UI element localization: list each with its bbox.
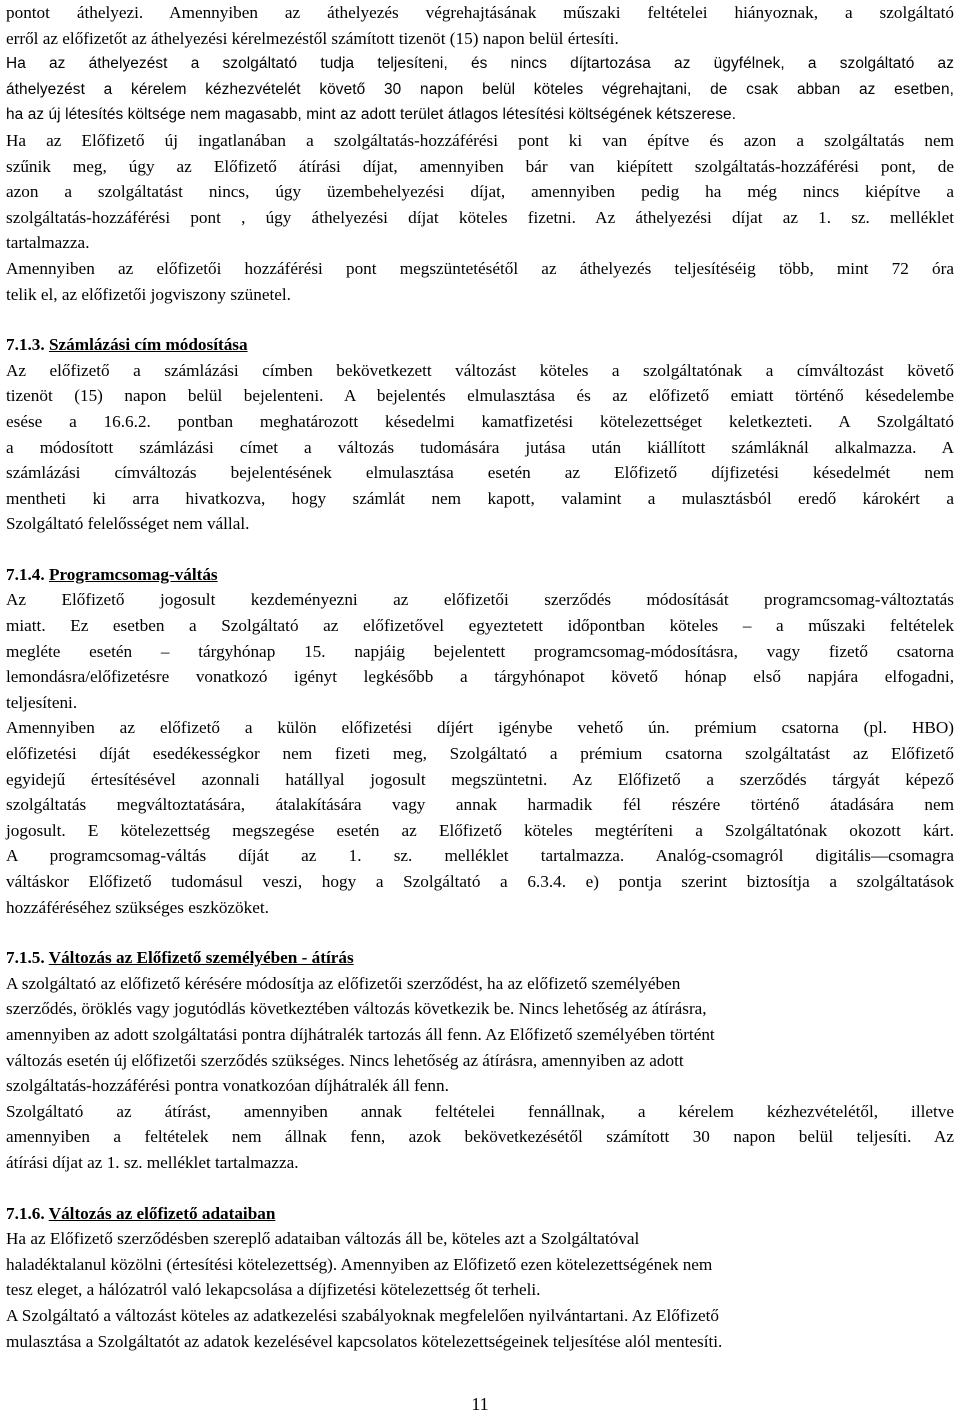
section-heading-7-1-6	[6, 1201, 954, 1227]
text-line: szerződés, öröklés vagy jogutódlás következtében változás következik be. Nincs lehetőség az átírásra,	[6, 999, 707, 1019]
text-line: esése a 16.6.2. pontban meghatározott késedelmi kamatfizetési kötelezettséget keletkezteti. A Szolgáltató	[6, 411, 954, 431]
text-line: tizenöt (15) napon belül bejelenteni. A bejelentés elmulasztása és az előfizető emiatt történő késedelembe	[6, 386, 954, 406]
text-line: amennyiben a feltételek nem állnak fenn, azok bekövetkezésétől számított 30 napon belül teljesíti. Az	[6, 1127, 954, 1147]
text-line: átírási díjat az 1. sz. melléklet tartalmazza.	[6, 1152, 299, 1172]
text-line: teljesíteni.	[6, 692, 78, 712]
text-line: Az előfizető a számlázási címben bekövetkezett változást köteles a szolgáltatónak a címváltozást követő	[6, 360, 954, 380]
text-line: tartalmazza.	[6, 233, 90, 253]
page-number: 11	[471, 1394, 489, 1414]
section-title: Változás az előfizető adataiban	[48, 1203, 276, 1223]
text-line: hozzáféréséhez szükséges eszközöket.	[6, 897, 269, 917]
text-line: áthelyezést a kérelem kézhezvételét követő 30 napon belül köteles végrehajtani, de csak abban az esetben,	[6, 80, 954, 98]
text-line: miatt. Ez esetben a Szolgáltató az előfizetővel egyeztetett időpontban köteles – a műszaki feltételek	[6, 616, 954, 636]
text-line: Szolgáltató felelősséget nem vállal.	[6, 514, 250, 534]
text-line: Az Előfizető jogosult kezdeményezni az előfizetői szerződés módosítását programcsomag-változtatás	[6, 590, 954, 610]
text-line: szűnik meg, úgy az Előfizető átírási díjat, amennyiben bár van kiépített szolgáltatás-hozzáférési pont, de	[6, 156, 954, 176]
text-line: számlázási címváltozás bejelentésének elmulasztása esetén az Előfizető díjfizetési késedelmét nem	[6, 463, 954, 483]
section-heading-7-1-4	[6, 562, 954, 588]
text-line: változás esetén új előfizetői szerződés szükséges. Nincs lehetőség az átírásra, amennyiben az adott	[6, 1050, 684, 1070]
paragraph-relocation-fees	[6, 128, 954, 307]
section-heading-7-1-3	[6, 332, 954, 358]
section-body-7-1-5	[6, 971, 954, 1176]
text-line: megléte esetén – tárgyhónap 15. napjáig bejelentett programcsomag-módosításra, vagy fizető csatorna	[6, 641, 954, 661]
text-line: váltáskor Előfizető tudomásul veszi, hogy a Szolgáltató a 6.3.4. e) pontja szerint biztosítja a szolgáltatások	[6, 872, 954, 891]
text-line: Szolgáltató az átírást, amennyiben annak feltételei fennállnak, a kérelem kézhezvételétől, illetve	[6, 1101, 954, 1121]
text-line: lemondásra/előfizetésre vonatkozó igényt legkésőbb a tárgyhónapot követő hónap első napjára elfogadni,	[6, 667, 954, 687]
text-line: Amennyiben az előfizetői hozzáférési pont megszüntetésétől az áthelyezés teljesítéséig több, mint 72 óra	[6, 258, 954, 278]
text-line: mulasztása a Szolgáltatót az adatok kezelésével kapcsolatos kötelezettségeinek teljesítése alól mentesíti.	[6, 1331, 723, 1351]
section-heading-7-1-5	[6, 945, 954, 971]
text-line: Ha az Előfizető új ingatlanában a szolgáltatás-hozzáférési pont ki van építve és azon a szolgáltatás nem	[6, 130, 954, 150]
text-line: A szolgáltató az előfizető kérésére módosítja az előfizetői szerződést, ha az előfizető személyében	[6, 973, 681, 993]
paragraph-relocation-notice	[6, 0, 954, 51]
text-line: ha az új létesítés költsége nem magasabb, mint az adott terület átlagos létesítési költségének kétszerese.	[6, 106, 737, 124]
section-body-7-1-6	[6, 1226, 954, 1354]
text-line: a módosított számlázási címet a változás tudomására jutása után kiállított számláknál alkalmazza. A	[6, 437, 954, 457]
text-line: A programcsomag-váltás díját az 1. sz. melléklet tartalmazza. Analóg-csomagról digitális—csomagra	[6, 846, 954, 866]
text-line: haladéktalanul közölni (értesítési kötelezettség). Amennyiben az Előfizető ezen kötelezettségének nem	[6, 1254, 713, 1274]
text-line: Ha az Előfizető szerződésben szereplő adataiban változás áll be, köteles azt a Szolgáltatóval	[6, 1229, 640, 1249]
text-line: erről az előfizetőt az áthelyezési kérelmezéstől számított tizenöt (15) napon belül értesíti.	[6, 28, 619, 48]
text-line: előfizetési díját esedékességkor nem fizeti meg, Szolgáltató a prémium csatorna szolgáltatást az Előfizető	[6, 744, 954, 764]
text-line: telik el, az előfizetői jogviszony szünetel.	[6, 284, 291, 304]
section-title: Programcsomag-váltás	[48, 564, 218, 584]
text-line: A Szolgáltató a változást köteles az adatkezelési szabályoknak megfelelően nyilvántartani. Az Előfizető	[6, 1305, 720, 1325]
text-line: szolgáltatás megváltoztatására, átalakítására vagy annak harmadik fél részére történő átadására nem	[6, 795, 954, 815]
text-line: jogosult. E kötelezettség megszegése esetén az Előfizető köteles megtéríteni a Szolgáltatónak okozott kárt.	[6, 820, 954, 840]
text-line: szolgáltatás-hozzáférési pontra vonatkozóan díjhátralék áll fenn.	[6, 1076, 449, 1096]
section-number: 7.1.3.	[6, 335, 45, 355]
paragraph-relocation-conditions	[6, 51, 954, 128]
section-title: Változás az Előfizető személyében - átírás	[48, 948, 354, 968]
section-body-7-1-3	[6, 358, 954, 537]
text-line: szolgáltatás-hozzáférési pont , úgy áthelyezési díjat köteles fizetni. Az áthelyezési díjat az 1. sz. melléklet	[6, 207, 954, 227]
text-line: Ha az áthelyezést a szolgáltató tudja teljesíteni, és nincs díjtartozása az ügyfélnek, a szolgáltató az	[6, 55, 954, 73]
text-line: amennyiben az adott szolgáltatási pontra díjhátralék tartozás áll fenn. Az Előfizető személyében történt	[6, 1024, 715, 1044]
text-line: egyidejű értesítésével azonnali hatállyal jogosult megszüntetni. Az Előfizető a szerződés tárgyát képező	[6, 769, 954, 789]
section-body-7-1-4	[6, 587, 954, 920]
document-page	[6, 0, 954, 1354]
text-line: mentheti ki arra hivatkozva, hogy számlát nem kapott, valamint a mulasztásból eredő károkért a	[6, 488, 954, 508]
text-line: azon a szolgáltatást nincs, úgy üzembehelyezési díjat, amennyiben pedig ha még nincs kiépítve a	[6, 182, 954, 202]
section-title: Számlázási cím módosítása	[48, 335, 248, 355]
section-number: 7.1.5.	[6, 948, 45, 968]
section-number: 7.1.6.	[6, 1203, 45, 1223]
text-line: pontot áthelyezi. Amennyiben az áthelyezés végrehajtásának műszaki feltételei hiányoznak, a szolgáltató	[6, 3, 954, 22]
text-line: tesz eleget, a hálózatról való lekapcsolása a díjfizetési kötelezettség őt terheli.	[6, 1280, 541, 1300]
text-line: Amennyiben az előfizető a külön előfizetési díjért igénybe vehető ún. prémium csatorna (pl. HBO)	[6, 718, 954, 738]
section-number: 7.1.4.	[6, 564, 45, 584]
